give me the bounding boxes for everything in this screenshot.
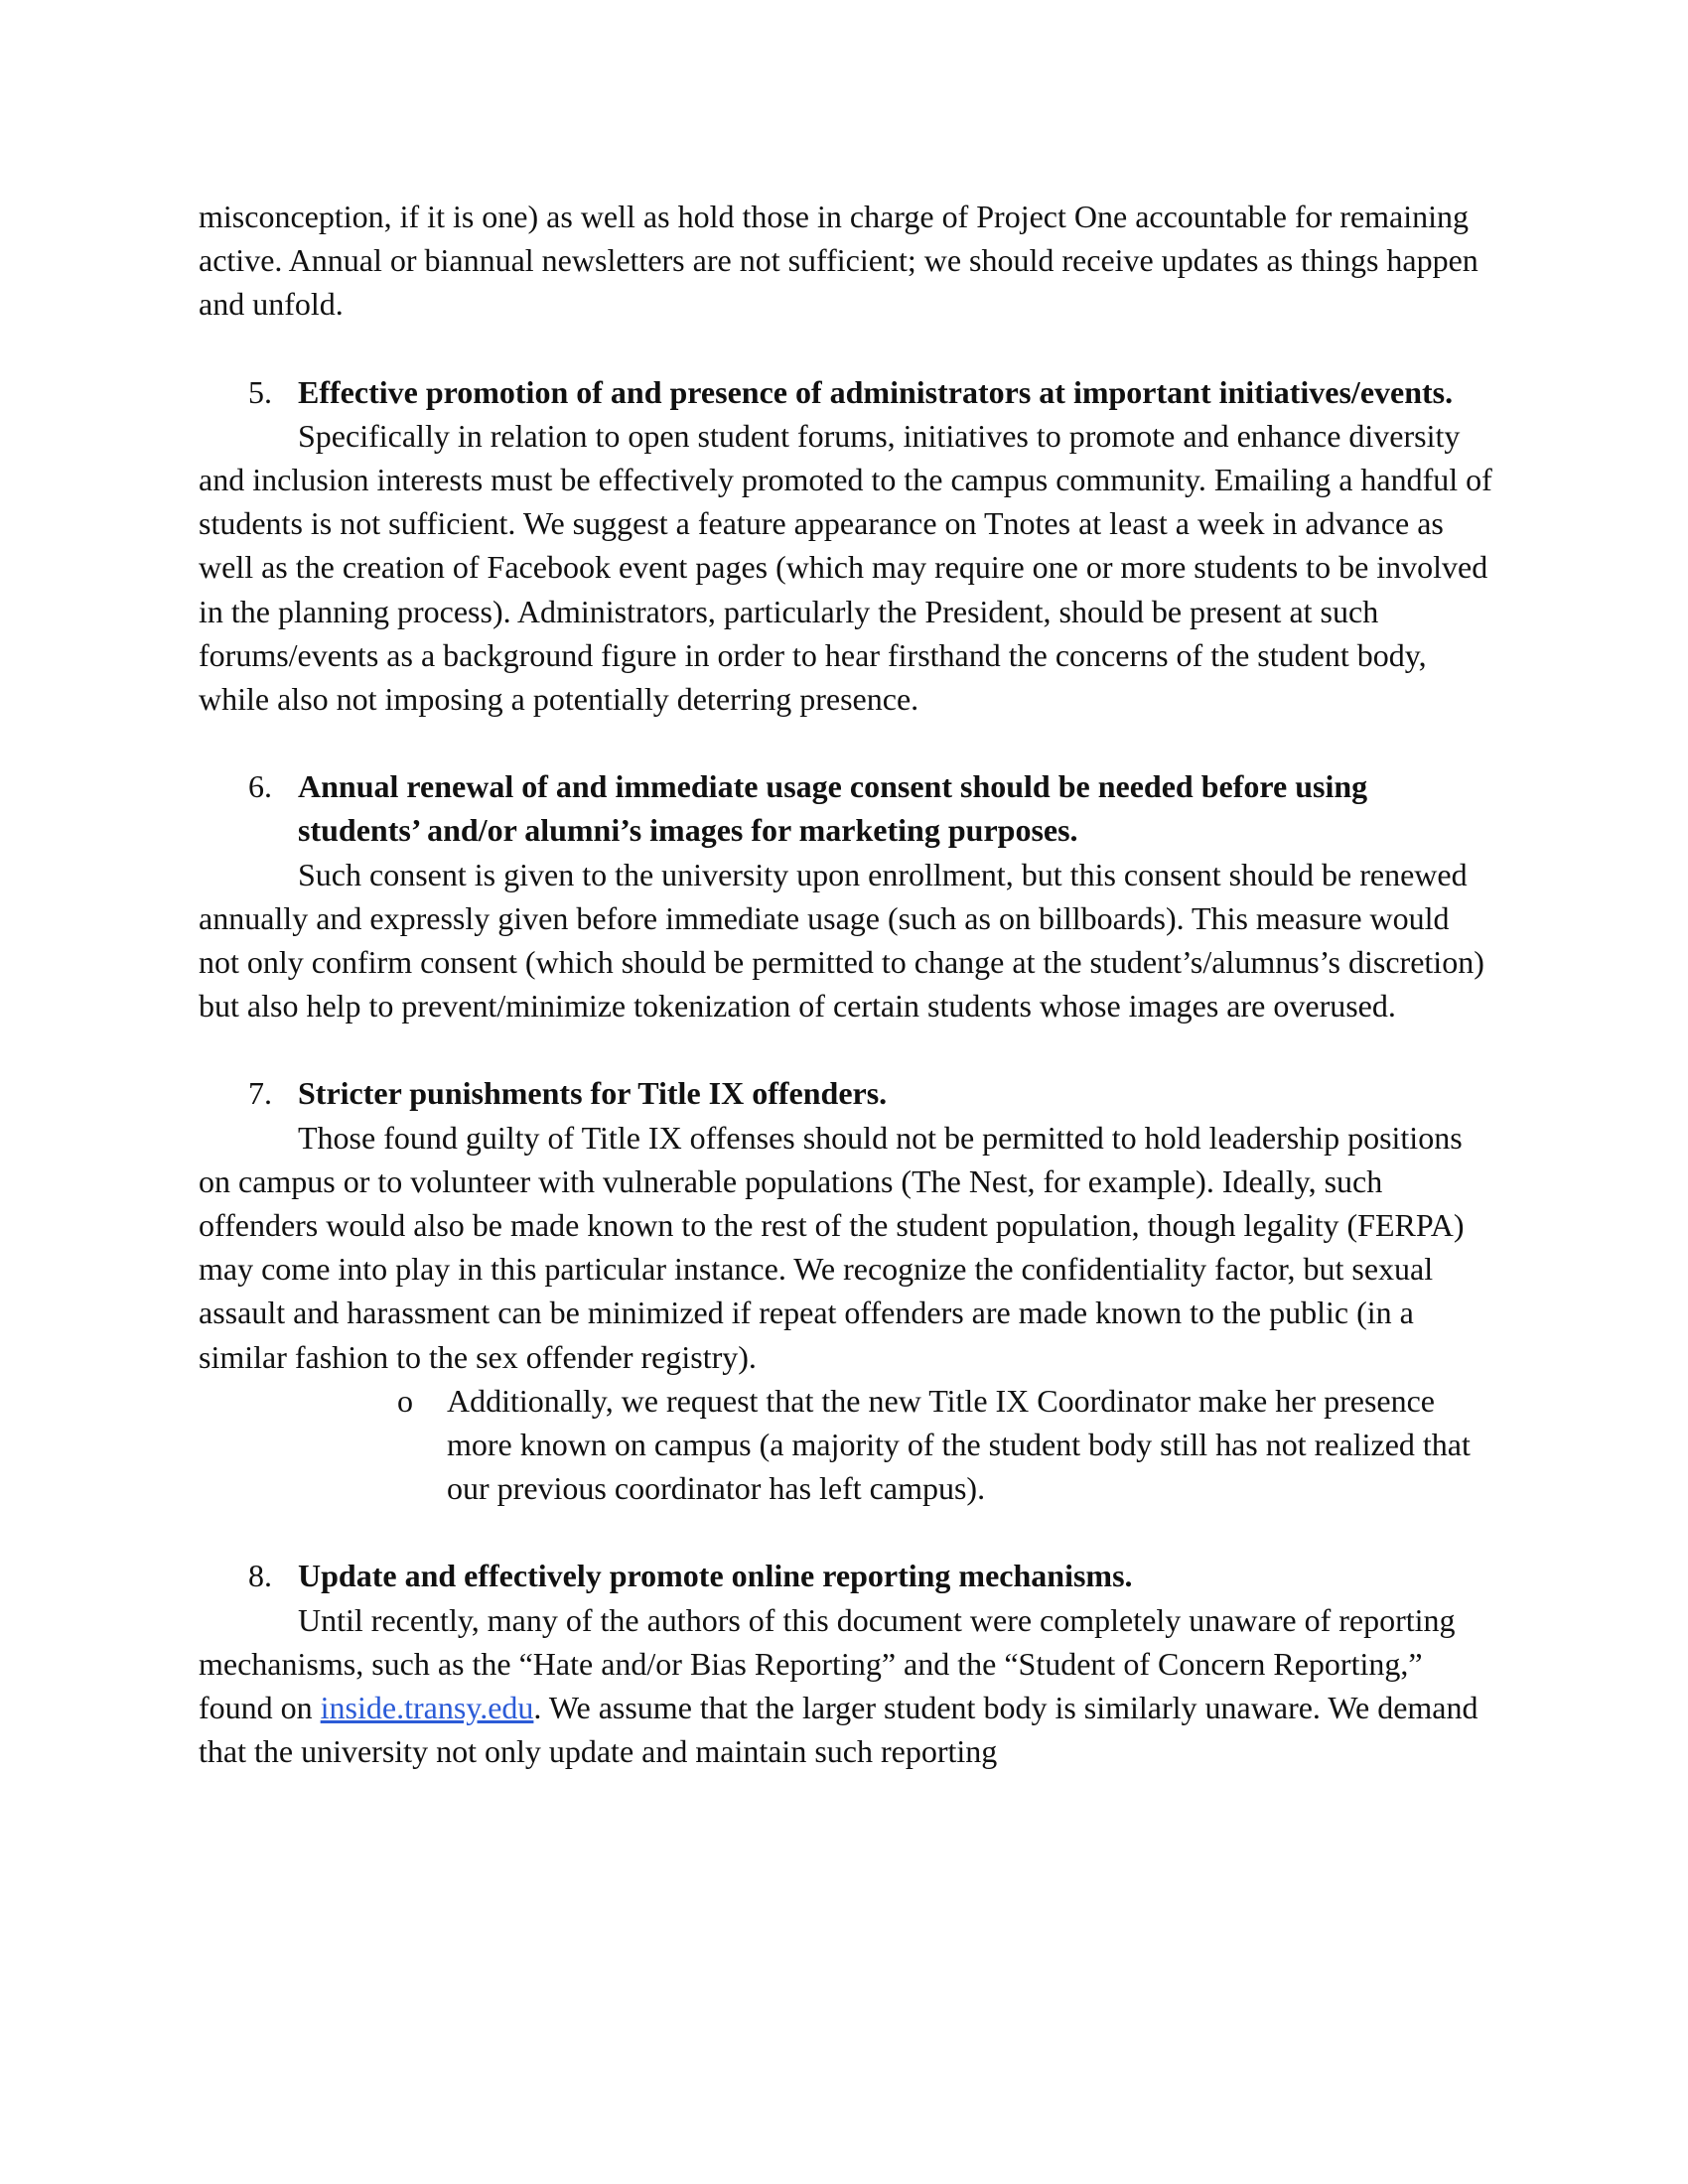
item-5-body: Specifically in relation to open student forums, initiatives to promote and enhance diversity and inclusion interests must be effectively promoted to the campus community. Emailing a handful of students is not sufficient. We suggest a feature appearance on Tnotes at least a week in advance as well as the creation of Facebook event pages (which may require one or more students to be involved in the planning process). Administrators, particularly the President, should be present at such forums/events as a background figure in order to hear firsthand the concerns of the student body, while also not imposing a potentially deterring presence. [199,417,1492,718]
item-6-number: 6. [248,768,272,805]
item-8-body [199,1598,1494,1774]
document-page [199,195,1494,1774]
inside-transy-link[interactable]: inside.transy.edu [320,1690,534,1726]
item-8 [199,1554,1494,1773]
item-8-heading [199,1554,1494,1597]
item-6 [199,764,1494,1027]
item-5 [199,370,1494,722]
item-5-number: 5. [248,373,272,410]
paragraph-gap [199,1510,1494,1554]
paragraph-gap [199,327,1494,370]
item-7-bullet [199,1379,1494,1511]
intro-paragraph: misconception, if it is one) as well as hold those in charge of Project One accountable for remaining active. Annual or biannual newsletters are not sufficient; we should receive updates as things happen and unfold. [199,199,1478,323]
item-6-heading [199,764,1494,852]
item-5-heading [199,370,1494,414]
paragraph-gap [199,721,1494,764]
item-8-body-before-link: Until recently, many of the authors of this document were completely unaware of reporting mechanisms, such as the “Hate and/or Bias Reporting” and the “Student of Concern Reporting,” found on [199,1601,1456,1726]
item-6-body: Such consent is given to the university upon enrollment, but this consent should be renewed annually and expressly given before immediate usage (such as on billboards). This measure would not only confirm consent (which should be permitted to change at the student’s/alumnus’s discretion) but also help to prevent/minimize tokenization of certain students whose images are overused. [199,856,1484,1024]
item-7-heading [199,1071,1494,1115]
item-8-body-after-link: . We assume that the larger student body is similarly unaware. We demand that the university not only update and maintain such reporting [199,1690,1478,1770]
item-7-body: Those found guilty of Title IX offenses should not be permitted to hold leadership positions on campus or to volunteer with vulnerable populations (The Nest, for example). Ideally, such offenders would also be made known to the rest of the student population, though legality (FERPA) may come into play in this particular instance. We recognize the confidentiality factor, but sexual assault and harassment can be minimized if repeat offenders are made known to the public (in a similar fashion to the sex offender registry). [199,1119,1465,1375]
item-7-bullet-text: Additionally, we request that the new Title IX Coordinator make her presence more known on campus (a majority of the student body still has not realized that our previous coordinator has left campus). [447,1382,1471,1507]
paragraph-gap [199,1027,1494,1071]
item-7-heading-text: Stricter punishments for Title IX offenders. [298,1075,888,1112]
item-7-number: 7. [248,1075,272,1112]
item-8-heading-text: Update and effectively promote online reporting mechanisms. [298,1558,1133,1594]
hollow-bullet-icon: o [397,1382,413,1419]
item-6-heading-text: Annual renewal of and immediate usage consent should be needed before using students’ and/or alumni’s images for marketing purposes. [298,768,1368,849]
item-7 [199,1071,1494,1510]
item-5-heading-text: Effective promotion of and presence of administrators at important initiatives/events. [298,373,1454,410]
item-8-number: 8. [248,1558,272,1594]
